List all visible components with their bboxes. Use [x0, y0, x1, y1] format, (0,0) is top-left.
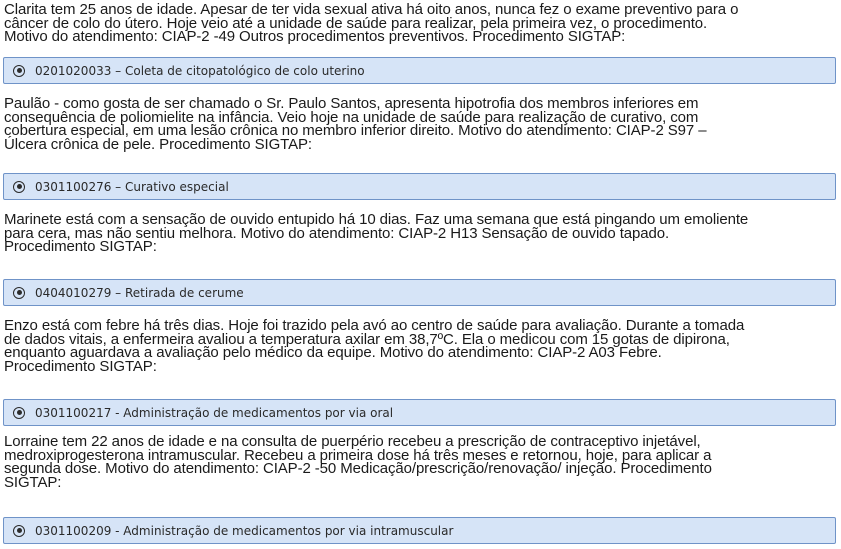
- case-text-2: Paulão - como gosta de ser chamado o Sr. Paulo Santos, apresenta hipotrofia dos membros inferiores em consequência de poliomielite na infância. Veio hoje na unidade de saúde para realização de curativo, com cobertura especial, em uma lesão crônica no membro inferior direito. Motivo do atendimento: CIAP-2 S97 – Úlcera crônica de pele. Procedimento SIGTAP:: [4, 95, 707, 153]
- answer-option-1[interactable]: [3, 57, 836, 84]
- answer-option-2[interactable]: [3, 173, 836, 200]
- answer-option-label: 0301100276 – Curativo especial: [35, 179, 229, 194]
- answer-option-3[interactable]: [3, 279, 836, 306]
- radio-selected-icon[interactable]: [13, 525, 25, 537]
- case-text-3: Marinete está com a sensação de ouvido entupido há 10 dias. Faz uma semana que está pingando um emoliente para cera, mas não sentiu melhora. Motivo do atendimento: CIAP-2 H13 Sensação de ouvido tapado. Procedimento SIGTAP:: [4, 211, 749, 255]
- answer-option-5[interactable]: [3, 517, 836, 544]
- answer-option-4[interactable]: [3, 399, 836, 426]
- answer-option-label: 0301100209 - Administração de medicamentos por via intramuscular: [35, 523, 454, 538]
- case-text-5: Lorraine tem 22 anos de idade e na consulta de puerpério recebeu a prescrição de contraceptivo injetável, medroxiprogesterona intramuscular. Recebeu a primeira dose há três meses e retornou, hoje, para aplicar a segunda dose. Motivo do atendimento: CIAP-2 -50 Medicação/prescrição/renovação/ injeção. Procedimento SIGTAP:: [4, 433, 712, 491]
- answer-option-label: 0404010279 – Retirada de cerume: [35, 285, 244, 300]
- radio-selected-icon[interactable]: [13, 287, 25, 299]
- answer-option-label: 0201020033 – Coleta de citopatológico de colo uterino: [35, 63, 365, 78]
- answer-option-label: 0301100217 - Administração de medicamentos por via oral: [35, 405, 394, 420]
- radio-selected-icon[interactable]: [13, 65, 25, 77]
- case-text-1: Clarita tem 25 anos de idade. Apesar de ter vida sexual ativa há oito anos, nunca fez o exame preventivo para o câncer de colo do útero. Hoje veio até a unidade de saúde para realizar, pela primeira vez, o procedimento. Motivo do atendimento: CIAP-2 -49 Outros procedimentos preventivos. Procedimento SIGTAP:: [4, 1, 739, 45]
- case-text-4: Enzo está com febre há três dias. Hoje foi trazido pela avó ao centro de saúde para avaliação. Durante a tomada de dados vitais, a enfermeira avaliou a temperatura axilar em 38,7ºC. Ela o medicou com 15 gotas de dipirona, enquanto aguardava a avaliação pelo médico da equipe. Motivo do atendimento: CIAP-2 A03 Febre. Procedimento SIGTAP:: [4, 317, 745, 375]
- radio-selected-icon[interactable]: [13, 181, 25, 193]
- radio-selected-icon[interactable]: [13, 407, 25, 419]
